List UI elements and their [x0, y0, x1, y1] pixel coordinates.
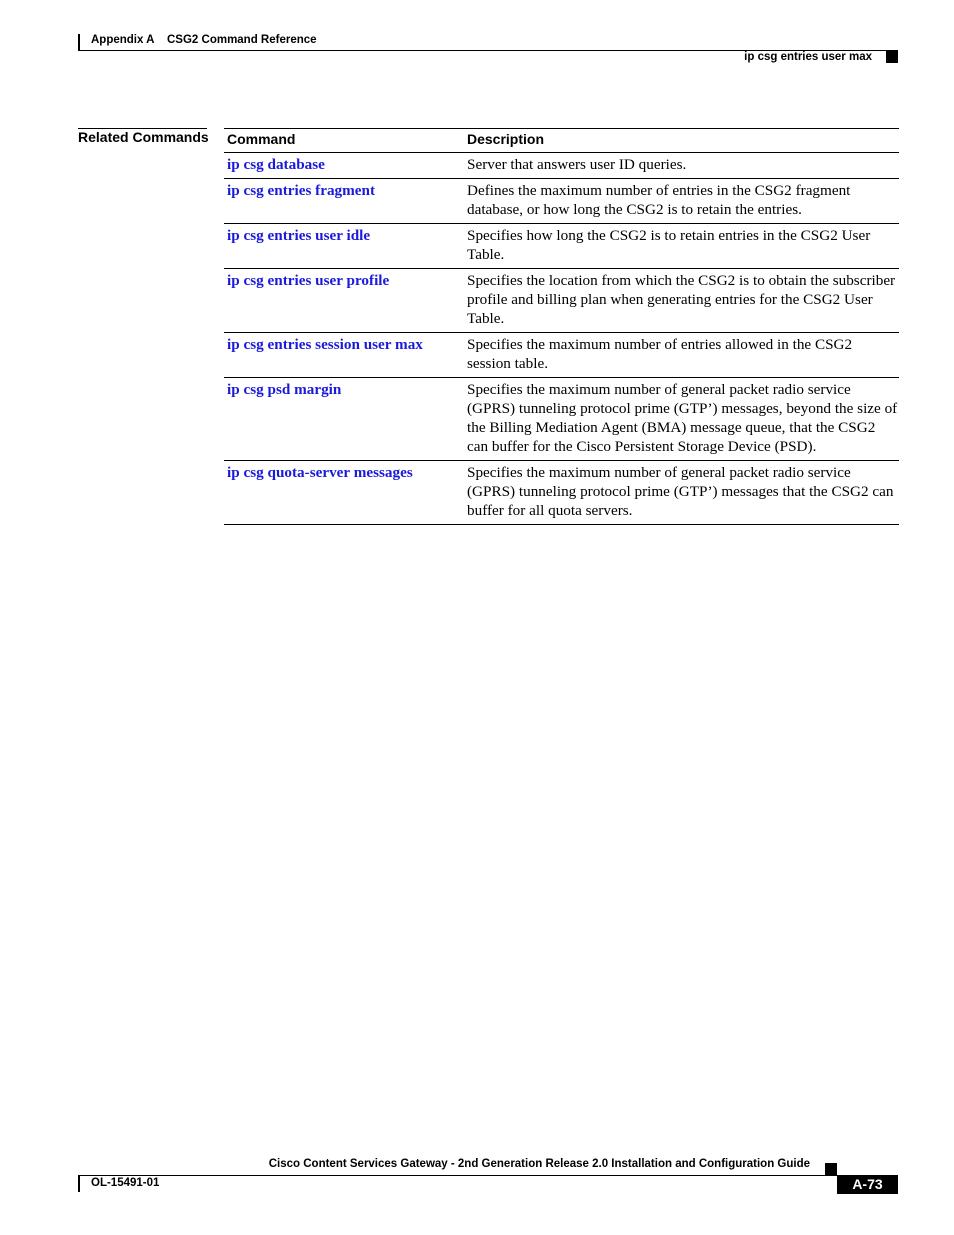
footer-guide-title: Cisco Content Services Gateway - 2nd Generation Release 2.0 Installation and Configuration Guide	[268, 1158, 810, 1170]
table-header-row	[224, 129, 899, 153]
command-link-ip-csg-entries-fragment[interactable]: ip csg entries fragment	[227, 182, 376, 199]
command-description: Specifies the maximum number of general packet radio service (GPRS) tunneling protocol prime (GTP’) messages that the CSG2 can buffer for all quota servers.	[464, 461, 899, 525]
footer-left-bar	[78, 1175, 80, 1192]
command-link-ip-csg-entries-user-idle[interactable]: ip csg entries user idle	[227, 227, 371, 244]
table-row	[224, 461, 899, 525]
command-description: Specifies the maximum number of entries allowed in the CSG2 session table.	[464, 333, 899, 378]
table-row	[224, 333, 899, 378]
table-row	[224, 378, 899, 461]
command-link-ip-csg-quota-server-messages[interactable]: ip csg quota-server messages	[227, 464, 413, 481]
related-commands-table	[224, 128, 899, 525]
command-column-header: Command	[224, 129, 464, 153]
header-section-topic: ip csg entries user max	[744, 51, 872, 63]
command-description: Specifies the location from which the CSG2 is to obtain the subscriber profile and billing plan when generating entries for the CSG2 User Table.	[464, 269, 899, 333]
command-description: Server that answers user ID queries.	[464, 153, 899, 179]
table-row	[224, 224, 899, 269]
description-column-header: Description	[464, 129, 899, 153]
command-link-ip-csg-psd-margin[interactable]: ip csg psd margin	[227, 381, 342, 398]
header-left-bar	[78, 34, 80, 51]
footer-marker-block	[825, 1163, 837, 1175]
command-description: Defines the maximum number of entries in the CSG2 fragment database, or how long the CSG2 is to retain the entries.	[464, 179, 899, 224]
command-description: Specifies the maximum number of general packet radio service (GPRS) tunneling protocol prime (GTP’) messages, beyond the size of the Billing Mediation Agent (BMA) message queue, that the CSG2 can buffer for the Cisco Persistent Storage Device (PSD).	[464, 378, 899, 461]
command-link-ip-csg-database[interactable]: ip csg database	[227, 156, 325, 173]
table-row	[224, 269, 899, 333]
related-commands-label: Related Commands	[78, 129, 209, 145]
table-row	[224, 153, 899, 179]
footer-rule	[78, 1175, 898, 1176]
command-link-ip-csg-entries-session-user-max[interactable]: ip csg entries session user max	[227, 336, 423, 353]
header-appendix: Appendix A	[91, 34, 155, 46]
header-marker-block	[886, 51, 898, 63]
table-row	[224, 179, 899, 224]
command-description: Specifies how long the CSG2 is to retain entries in the CSG2 User Table.	[464, 224, 899, 269]
command-link-ip-csg-entries-user-profile[interactable]: ip csg entries user profile	[227, 272, 390, 289]
header-chapter-title: CSG2 Command Reference	[167, 34, 317, 46]
footer-doc-id: OL-15491-01	[91, 1177, 160, 1189]
footer-page-number: A-73	[837, 1175, 898, 1194]
